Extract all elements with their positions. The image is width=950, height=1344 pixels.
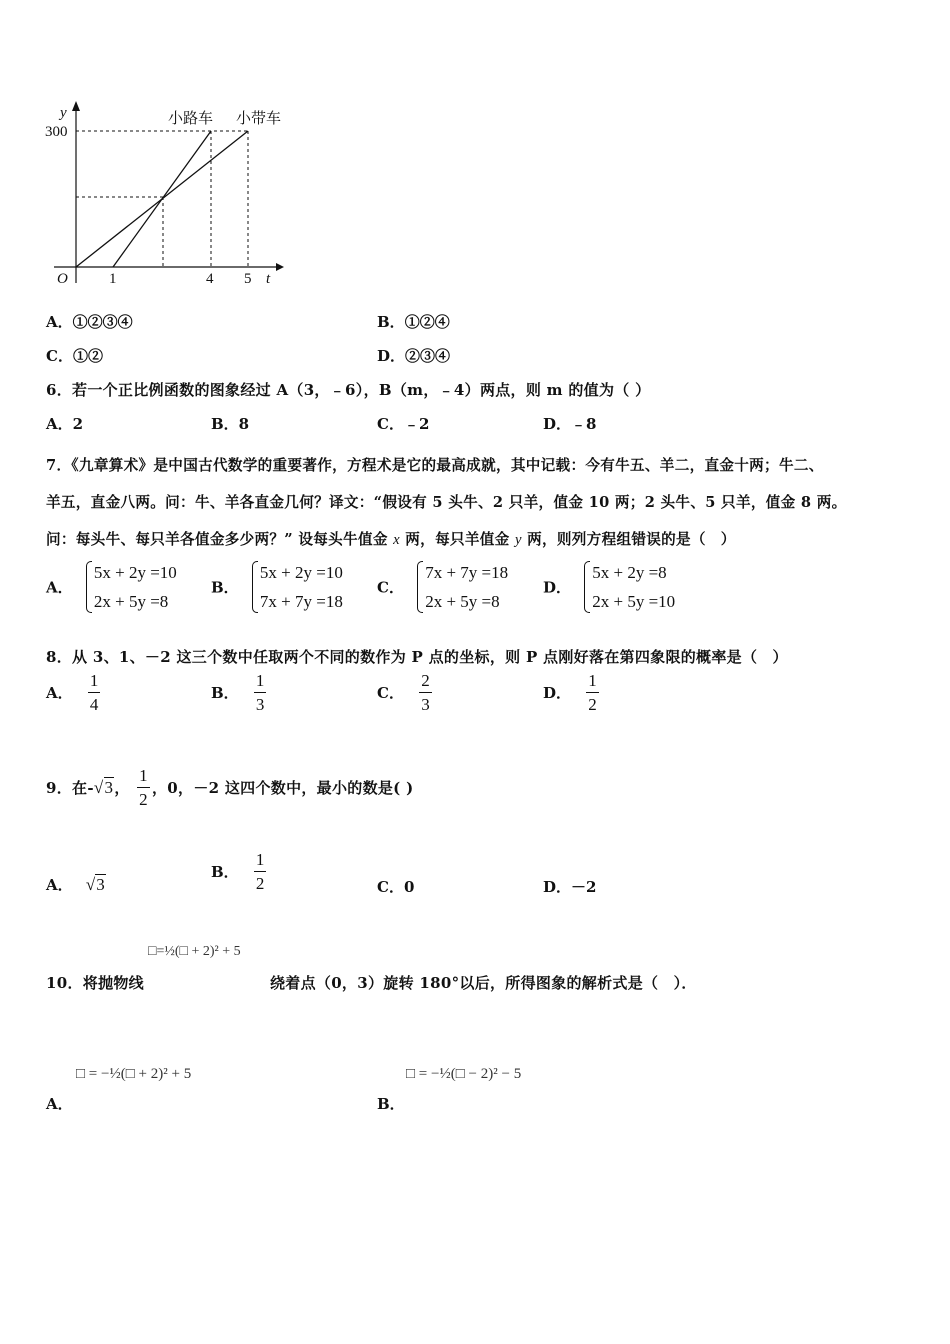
q8-option-d[interactable] bbox=[543, 672, 599, 713]
numerator: 1 bbox=[88, 672, 101, 693]
q8-option-b[interactable] bbox=[211, 672, 266, 713]
q5-option-d[interactable] bbox=[377, 345, 450, 366]
q9-option-d[interactable]: D．－2 bbox=[543, 878, 597, 896]
fraction bbox=[254, 672, 267, 713]
option-letter: A． bbox=[46, 578, 73, 597]
q9-option-b[interactable] bbox=[211, 851, 266, 892]
q5-option-c[interactable] bbox=[46, 345, 103, 366]
q6-option-d[interactable]: D．﹣8 bbox=[543, 415, 597, 433]
q7-text: 两，每只羊值金 bbox=[399, 531, 515, 548]
equation-system bbox=[252, 558, 343, 616]
option-letter: A． bbox=[46, 876, 73, 894]
denominator: 2 bbox=[255, 874, 265, 893]
q9-text: ， bbox=[114, 779, 130, 797]
q10-stem-part2: 绕着点（0，3）旋转 180°以后，所得图象的解析式是（ ）． bbox=[270, 974, 697, 992]
q9-stem bbox=[46, 767, 414, 808]
equation: 5x + 2y =8 bbox=[592, 563, 667, 582]
denominator: 4 bbox=[89, 695, 99, 714]
option-letter: D． bbox=[377, 347, 406, 365]
equation: 7x + 7y =18 bbox=[259, 592, 343, 611]
numerator: 2 bbox=[419, 672, 432, 693]
equation-system bbox=[417, 558, 508, 616]
q10-option-b-formula: □ = −½(□ − 2)² − 5 bbox=[406, 1066, 522, 1082]
sqrt: √3 bbox=[93, 777, 114, 797]
x-axis-arrow bbox=[276, 263, 284, 271]
line-label-xiaodai: 小带车 bbox=[236, 109, 282, 127]
q9-option-a[interactable] bbox=[46, 874, 106, 895]
equation: 5x + 2y =10 bbox=[93, 563, 177, 582]
q10-formula-top: □=½(□ + 2)² + 5 bbox=[148, 944, 241, 959]
option-letter: A． bbox=[46, 684, 73, 702]
q8-stem: 8．从 3、1、－2 这三个数中任取两个不同的数作为 P 点的坐标，则 P 点刚好落在第四象限的概率是（ ） bbox=[46, 648, 788, 666]
equation: 2x + 5y =10 bbox=[592, 592, 676, 611]
option-letter: B． bbox=[211, 578, 239, 597]
option-letter: A． bbox=[46, 313, 73, 331]
q10-option-a[interactable]: A． bbox=[46, 1095, 73, 1113]
option-letter: B． bbox=[377, 313, 405, 331]
fraction bbox=[254, 851, 267, 892]
q9-option-c[interactable]: C．0 bbox=[377, 878, 415, 896]
q9-text: ，0，－2 这四个数中，最小的数是( ) bbox=[151, 779, 414, 797]
fraction bbox=[586, 672, 599, 713]
denominator: 2 bbox=[588, 695, 597, 714]
numerator: 1 bbox=[254, 851, 267, 872]
numerator: 1 bbox=[586, 672, 599, 693]
equation-system bbox=[86, 558, 177, 616]
q5-option-b[interactable] bbox=[377, 311, 450, 332]
option-letter: C． bbox=[46, 347, 73, 365]
option-text: ②③④ bbox=[405, 347, 451, 365]
x-axis-label: t bbox=[266, 271, 271, 287]
q10-option-b[interactable]: B． bbox=[377, 1095, 405, 1113]
x-tick-4: 4 bbox=[206, 271, 214, 287]
line-xiaodai bbox=[76, 131, 248, 267]
option-letter: B． bbox=[211, 863, 239, 881]
option-letter: B． bbox=[211, 684, 239, 702]
q7-option-c[interactable] bbox=[377, 558, 508, 616]
x-tick-5: 5 bbox=[244, 271, 252, 287]
option-text: ①②③④ bbox=[72, 313, 133, 331]
equation: 2x + 5y =8 bbox=[93, 592, 169, 611]
y-axis-arrow bbox=[72, 101, 80, 111]
radicand: 3 bbox=[96, 875, 105, 894]
q7-option-a[interactable] bbox=[46, 558, 177, 616]
q9-text: 9．在- bbox=[46, 779, 94, 797]
q6-option-a[interactable]: A．2 bbox=[46, 415, 84, 433]
denominator: 2 bbox=[139, 790, 148, 809]
q7-text: 问：每头牛、每只羊各值金多少两？” 设每头牛值金 bbox=[46, 531, 394, 548]
option-letter: D． bbox=[543, 578, 572, 597]
denominator: 3 bbox=[421, 695, 430, 714]
q10-stem-part1: 10．将抛物线 bbox=[46, 974, 144, 992]
q7-text: 两，则列方程组错误的是（ ） bbox=[521, 531, 736, 548]
line-label-xiaolu: 小路车 bbox=[168, 109, 214, 127]
option-letter: D． bbox=[543, 684, 572, 702]
q8-option-a[interactable] bbox=[46, 672, 100, 713]
equation: 7x + 7y =18 bbox=[425, 563, 509, 582]
numerator: 1 bbox=[137, 767, 150, 788]
q5-option-a[interactable] bbox=[46, 311, 133, 332]
q7-stem-line3 bbox=[46, 528, 736, 549]
fraction bbox=[88, 672, 101, 713]
q10-option-a-formula: □ = −½(□ + 2)² + 5 bbox=[76, 1066, 192, 1082]
sqrt: √3 bbox=[85, 875, 105, 894]
equation: 5x + 2y =10 bbox=[259, 563, 343, 582]
q6-stem: 6．若一个正比例函数的图象经过 A（3，﹣6），B（m，﹣4）两点，则 m 的值为（ ） bbox=[46, 381, 651, 399]
q6-option-b[interactable]: B．8 bbox=[211, 415, 250, 433]
q7-stem-line1: 7．《九章算术》是中国古代数学的重要著作，方程术是它的最高成就，其中记载：今有牛五、羊二，直金十两；牛二、 bbox=[46, 457, 824, 474]
var-y: y bbox=[514, 532, 522, 548]
var-x: x bbox=[393, 532, 400, 548]
q7-option-b[interactable] bbox=[211, 558, 343, 616]
equation: 2x + 5y =8 bbox=[425, 592, 500, 611]
distance-time-graph bbox=[40, 95, 300, 290]
q7-stem-line2: 羊五，直金八两。问：牛、羊各直金几何？译文：“假设有 5 头牛、2 只羊，值金 10 两；2 头牛、5 只羊，值金 8 两。 bbox=[46, 494, 847, 511]
fraction bbox=[137, 767, 150, 808]
q8-option-c[interactable] bbox=[377, 672, 432, 713]
numerator: 1 bbox=[254, 672, 267, 693]
fraction bbox=[419, 672, 432, 713]
q6-option-c[interactable]: C．﹣2 bbox=[377, 415, 430, 433]
x-tick-1: 1 bbox=[109, 271, 117, 287]
option-letter: C． bbox=[377, 578, 404, 597]
denominator: 3 bbox=[255, 695, 265, 714]
equation-system bbox=[584, 558, 675, 616]
y-tick-300: 300 bbox=[45, 124, 68, 140]
option-letter: C． bbox=[377, 684, 404, 702]
option-text: ①②④ bbox=[404, 313, 450, 331]
q7-option-d[interactable] bbox=[543, 558, 675, 616]
y-axis-label: y bbox=[60, 105, 67, 121]
origin-label: O bbox=[57, 271, 68, 287]
radicand: 3 bbox=[104, 777, 114, 797]
option-text: ①② bbox=[72, 347, 103, 365]
